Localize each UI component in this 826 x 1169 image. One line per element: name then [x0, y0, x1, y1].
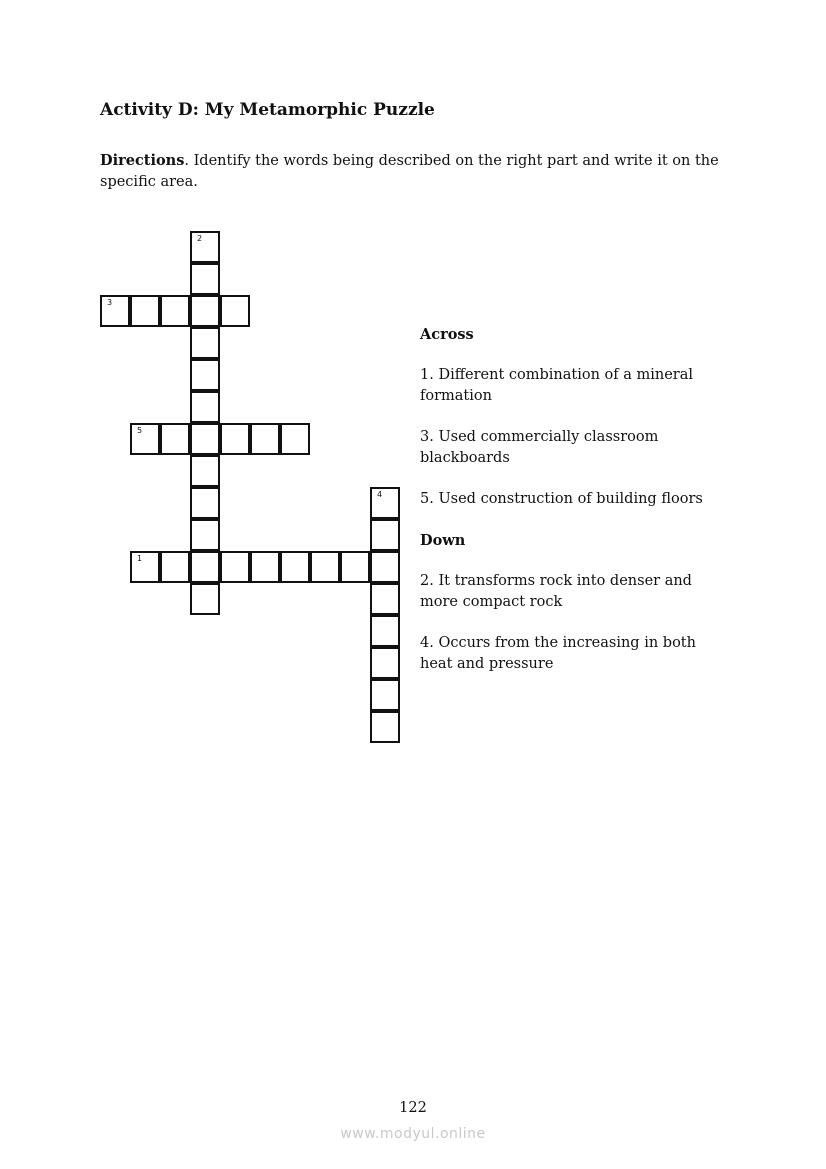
crossword-cell[interactable] — [250, 423, 280, 455]
crossword-cell[interactable] — [220, 551, 250, 583]
crossword-cell[interactable] — [190, 231, 220, 263]
crossword-cell[interactable] — [190, 327, 220, 359]
crossword-cell[interactable] — [100, 295, 130, 327]
across-clue-5: 5. Used construction of building floors — [420, 491, 703, 507]
directions-label: Directions — [100, 152, 185, 169]
down-heading: Down — [420, 532, 466, 549]
crossword-cell[interactable] — [190, 519, 220, 551]
down-clue-2: 2. It transforms rock into denser and more compact rock — [420, 573, 692, 610]
crossword-cell[interactable] — [160, 295, 190, 327]
crossword-cell[interactable] — [190, 583, 220, 615]
crossword-cell[interactable] — [130, 295, 160, 327]
crossword-cell[interactable] — [370, 583, 400, 615]
crossword-cell[interactable] — [190, 263, 220, 295]
crossword-cell[interactable] — [160, 423, 190, 455]
crossword-cell[interactable] — [190, 487, 220, 519]
watermark: www.modyul.online — [340, 1126, 486, 1142]
crossword-cell[interactable] — [190, 423, 220, 455]
clues-panel — [420, 324, 720, 695]
crossword-cell[interactable] — [370, 551, 400, 583]
crossword-cell[interactable] — [190, 551, 220, 583]
crossword-cell[interactable] — [220, 423, 250, 455]
crossword-cell[interactable] — [130, 423, 160, 455]
clue-number-1: 1 — [137, 554, 143, 563]
page-number: 122 — [399, 1100, 427, 1116]
crossword-cell[interactable] — [190, 455, 220, 487]
crossword-cell[interactable] — [220, 295, 250, 327]
crossword-cell[interactable] — [340, 551, 370, 583]
across-heading: Across — [420, 326, 474, 343]
activity-title: Activity D: My Metamorphic Puzzle — [100, 100, 435, 120]
crossword-cell[interactable] — [160, 551, 190, 583]
crossword-cell[interactable] — [370, 519, 400, 551]
crossword-cell[interactable] — [310, 551, 340, 583]
across-clue-3: 3. Used commercially classroom blackboards — [420, 429, 659, 466]
down-clue-4: 4. Occurs from the increasing in both heat and pressure — [420, 635, 696, 672]
clue-number-3: 3 — [107, 298, 113, 307]
directions-text: . Identify the words being described on the right part and write it on the specific area. — [100, 153, 719, 190]
crossword-cell[interactable] — [130, 551, 160, 583]
crossword-cell[interactable] — [370, 615, 400, 647]
crossword-cell[interactable] — [280, 551, 310, 583]
crossword-cell[interactable] — [190, 295, 220, 327]
clue-number-4: 4 — [377, 490, 383, 499]
across-clue-1: 1. Different combination of a mineral formation — [420, 367, 694, 404]
crossword-cell[interactable] — [370, 487, 400, 519]
crossword-cell[interactable] — [280, 423, 310, 455]
clue-number-2: 2 — [197, 234, 203, 243]
clue-number-5: 5 — [137, 426, 143, 435]
crossword-cell[interactable] — [370, 647, 400, 679]
crossword-cell[interactable] — [370, 679, 400, 711]
crossword-cell[interactable] — [250, 551, 280, 583]
crossword-cell[interactable] — [190, 359, 220, 391]
crossword-cell[interactable] — [190, 391, 220, 423]
crossword-cell[interactable] — [370, 711, 400, 743]
